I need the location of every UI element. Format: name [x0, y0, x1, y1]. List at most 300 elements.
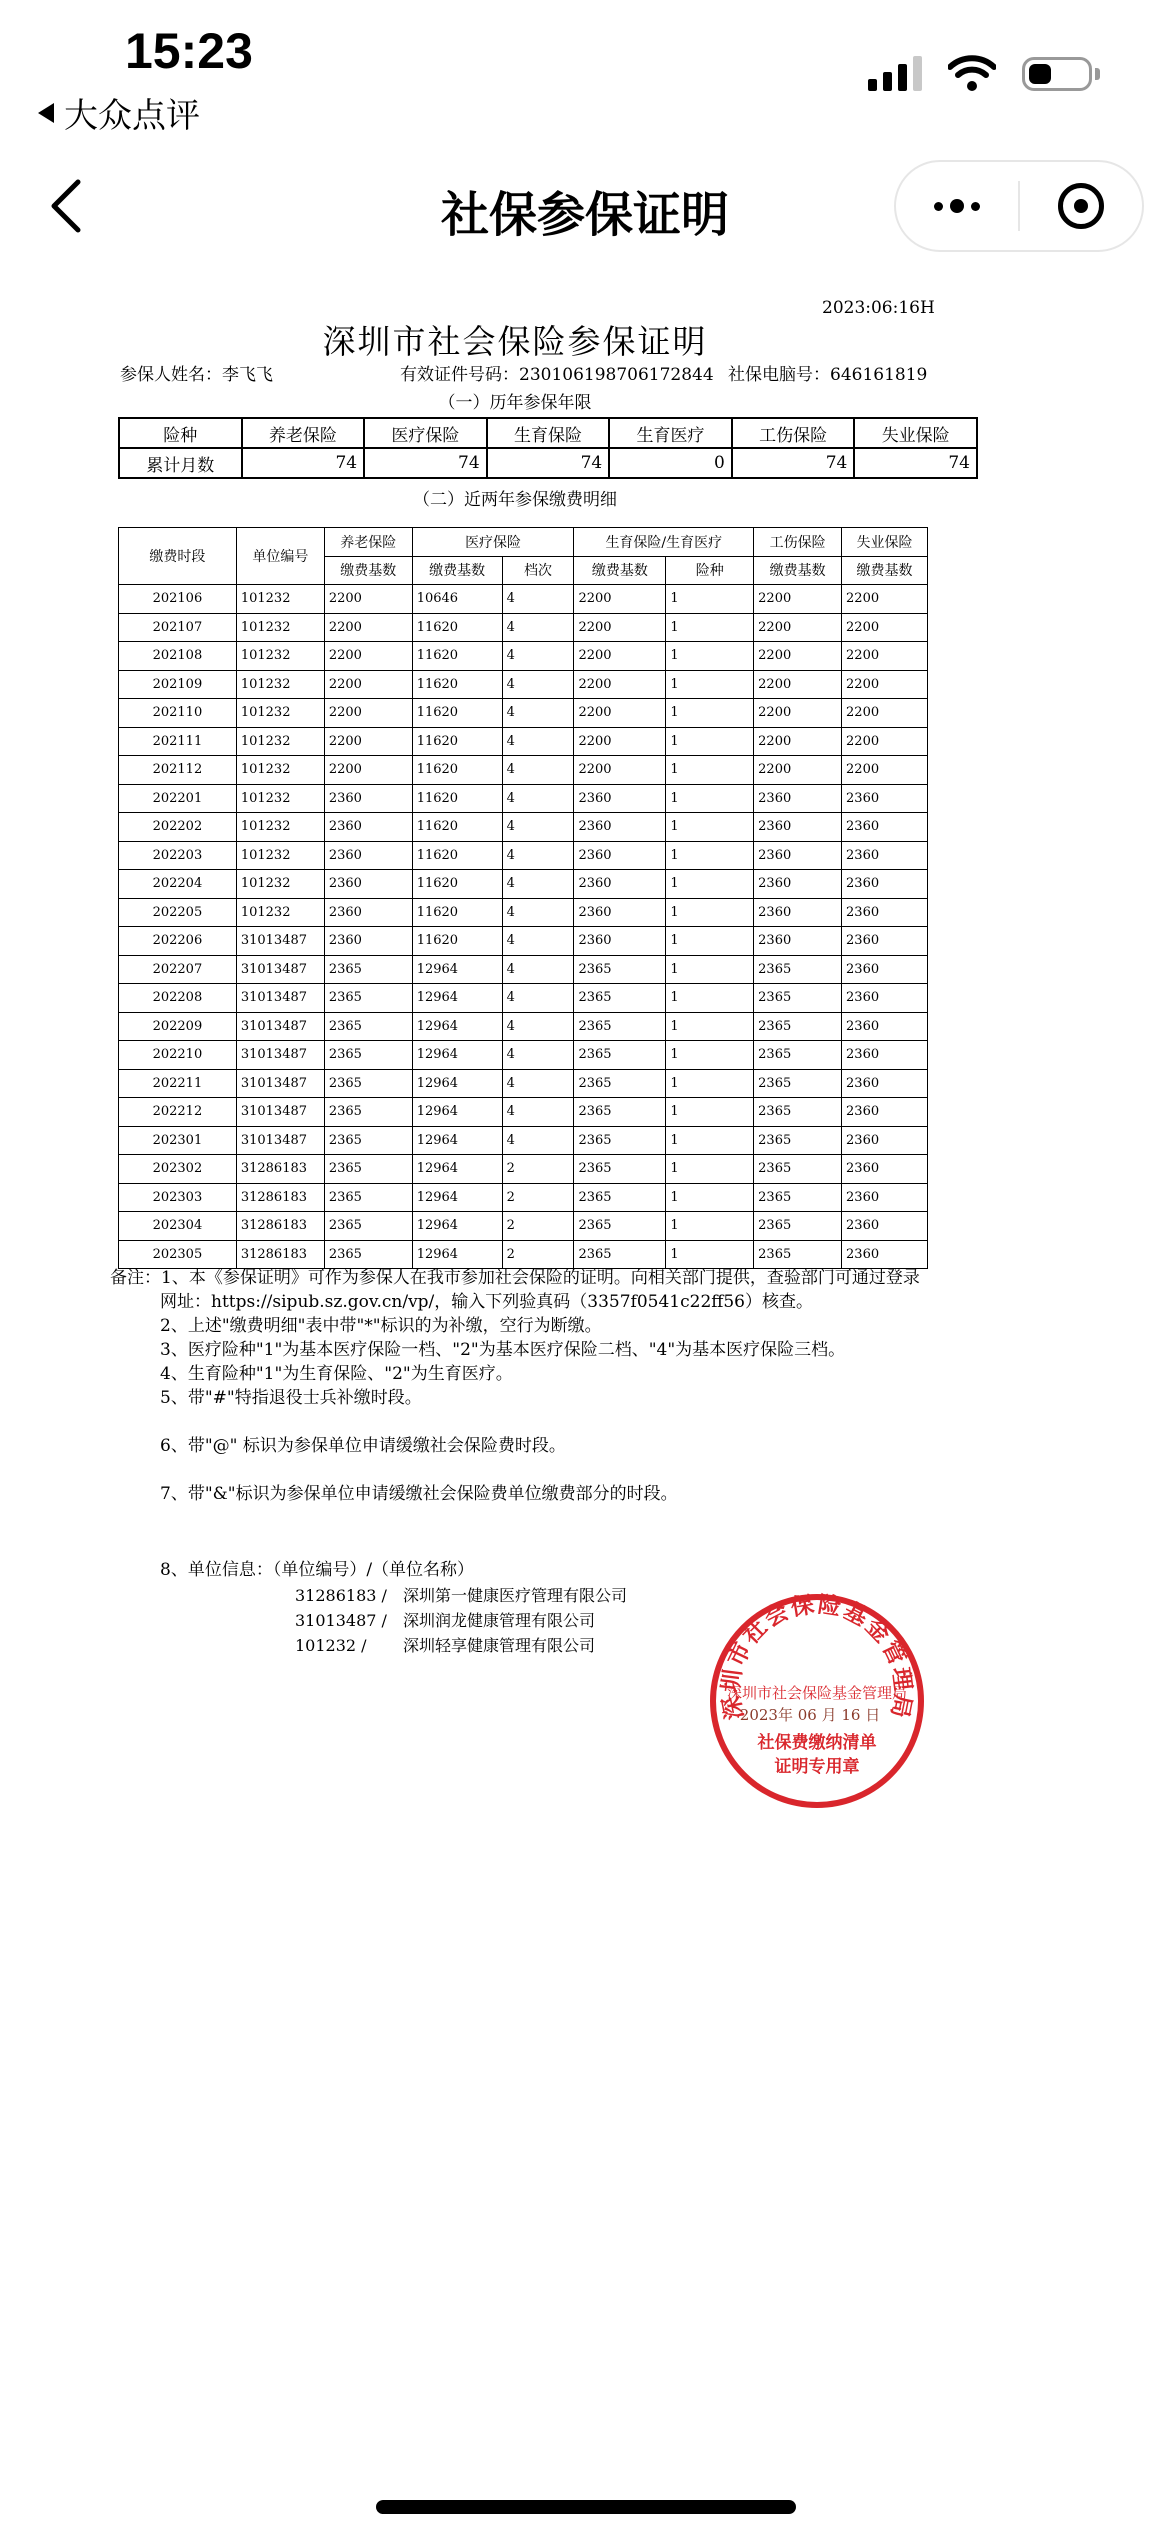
table-cell: 12964 — [412, 1155, 502, 1184]
summary-value: 74 — [732, 448, 855, 478]
table-row — [119, 1212, 928, 1241]
table-cell: 4 — [502, 1012, 574, 1041]
table-cell: 2200 — [842, 613, 928, 642]
table-cell: 2365 — [754, 1069, 842, 1098]
table-cell: 202303 — [119, 1183, 237, 1212]
table-cell: 1 — [666, 984, 754, 1013]
table-row — [119, 727, 928, 756]
battery-icon — [1022, 57, 1092, 91]
table-cell: 2360 — [574, 813, 666, 842]
table-cell: 2365 — [754, 1012, 842, 1041]
svg-text:社保费缴纳清单: 社保费缴纳清单 — [757, 1733, 877, 1753]
table-cell: 2200 — [324, 670, 412, 699]
table-cell: 202206 — [119, 927, 237, 956]
table-cell: 1 — [666, 927, 754, 956]
summary-value: 74 — [242, 448, 365, 478]
notes-section — [110, 1266, 920, 1506]
table-cell: 11620 — [412, 670, 502, 699]
table-cell: 2360 — [324, 927, 412, 956]
table-cell: 2360 — [842, 1240, 928, 1269]
table-cell: 2360 — [754, 813, 842, 842]
table-cell: 2360 — [842, 784, 928, 813]
table-cell: 12964 — [412, 1240, 502, 1269]
table-cell: 2200 — [574, 727, 666, 756]
table-cell: 31286183 — [236, 1212, 324, 1241]
table-cell: 31013487 — [236, 1041, 324, 1070]
table-cell: 1 — [666, 1183, 754, 1212]
table-cell: 2200 — [324, 727, 412, 756]
table-cell: 2365 — [324, 1098, 412, 1127]
svg-text:深圳市社会保险基金管理局: 深圳市社会保险基金管理局 — [718, 1591, 916, 1722]
table-row — [119, 784, 928, 813]
table-cell: 1 — [666, 1041, 754, 1070]
table-cell: 1 — [666, 727, 754, 756]
table-cell: 2360 — [324, 898, 412, 927]
table-cell: 202106 — [119, 585, 237, 614]
table-cell: 2365 — [754, 1098, 842, 1127]
table-cell: 4 — [502, 841, 574, 870]
table-cell: 12964 — [412, 1126, 502, 1155]
table-cell: 101232 — [236, 585, 324, 614]
unit-row: 31286183 / 深圳第一健康医疗管理有限公司 — [295, 1586, 628, 1605]
table-cell: 2365 — [754, 984, 842, 1013]
table-cell: 2365 — [324, 955, 412, 984]
table-cell: 2360 — [574, 841, 666, 870]
table-cell: 2365 — [754, 1126, 842, 1155]
table-cell: 2360 — [574, 898, 666, 927]
table-cell: 101232 — [236, 841, 324, 870]
back-app-label: 大众点评 — [64, 96, 200, 136]
table-cell: 202304 — [119, 1212, 237, 1241]
table-cell: 2365 — [574, 1041, 666, 1070]
summary-value: 74 — [854, 448, 977, 478]
table-cell: 1 — [666, 955, 754, 984]
wifi-icon — [948, 55, 996, 91]
note-line: 7、带"&"标识为参保单位申请缓缴社会保险费单位缴费部分的时段。 — [160, 1484, 678, 1504]
table-cell: 11620 — [412, 727, 502, 756]
table-cell: 202302 — [119, 1155, 237, 1184]
mini-program-capsule — [894, 160, 1144, 252]
table-row — [119, 984, 928, 1013]
table-cell: 202202 — [119, 813, 237, 842]
target-close-icon — [1058, 183, 1104, 229]
table-cell: 202201 — [119, 784, 237, 813]
table-cell: 1 — [666, 1212, 754, 1241]
table-cell: 12964 — [412, 984, 502, 1013]
table-row — [119, 813, 928, 842]
table-row — [119, 1126, 928, 1155]
table-cell: 101232 — [236, 898, 324, 927]
table-cell: 10646 — [412, 585, 502, 614]
table-cell: 2360 — [842, 870, 928, 899]
detail-subheader: 缴费基数 — [574, 556, 666, 585]
table-cell: 2200 — [754, 699, 842, 728]
summary-header: 养老保险 — [242, 418, 365, 448]
table-cell: 11620 — [412, 870, 502, 899]
detail-subheader: 档次 — [502, 556, 574, 585]
table-cell: 101232 — [236, 727, 324, 756]
table-row — [119, 699, 928, 728]
table-cell: 2360 — [842, 984, 928, 1013]
table-cell: 2360 — [754, 927, 842, 956]
table-cell: 31013487 — [236, 955, 324, 984]
cellular-signal-icon — [868, 55, 922, 91]
table-cell: 31013487 — [236, 1126, 324, 1155]
doc-date: 2023:06:16H — [822, 298, 935, 318]
table-cell: 202108 — [119, 642, 237, 671]
table-cell: 2200 — [574, 699, 666, 728]
close-mini-program-button[interactable] — [1020, 183, 1142, 229]
section-heading-detail: （二）近两年参保缴费明细 — [413, 490, 617, 510]
table-cell: 1 — [666, 756, 754, 785]
table-row — [119, 1240, 928, 1269]
table-cell: 1 — [666, 670, 754, 699]
table-row — [119, 642, 928, 671]
table-cell: 2200 — [754, 585, 842, 614]
table-cell: 2360 — [842, 841, 928, 870]
status-icons — [868, 55, 1100, 91]
table-cell: 4 — [502, 727, 574, 756]
table-cell: 31013487 — [236, 1012, 324, 1041]
table-cell: 1 — [666, 1098, 754, 1127]
table-cell: 2200 — [842, 727, 928, 756]
table-cell: 202210 — [119, 1041, 237, 1070]
table-cell: 4 — [502, 1126, 574, 1155]
table-cell: 2360 — [324, 870, 412, 899]
table-cell: 4 — [502, 927, 574, 956]
table-cell: 2200 — [754, 642, 842, 671]
table-cell: 2200 — [754, 727, 842, 756]
table-cell: 12964 — [412, 1212, 502, 1241]
detail-subheader: 缴费基数 — [842, 556, 928, 585]
table-cell: 2200 — [842, 642, 928, 671]
table-cell: 11620 — [412, 642, 502, 671]
table-cell: 202204 — [119, 870, 237, 899]
table-cell: 2200 — [324, 756, 412, 785]
table-cell: 2360 — [842, 813, 928, 842]
table-cell: 2360 — [324, 813, 412, 842]
detail-subheader: 缴费基数 — [754, 556, 842, 585]
summary-value: 74 — [364, 448, 487, 478]
detail-subheader: 缴费基数 — [324, 556, 412, 585]
table-cell: 4 — [502, 984, 574, 1013]
table-cell: 1 — [666, 870, 754, 899]
table-row — [119, 1155, 928, 1184]
doc-title: 深圳市社会保险参保证明 — [322, 322, 708, 361]
detail-header-medical: 医疗保险 — [412, 528, 574, 557]
table-cell: 31013487 — [236, 927, 324, 956]
table-cell: 1 — [666, 813, 754, 842]
table-cell: 2360 — [842, 927, 928, 956]
table-cell: 101232 — [236, 870, 324, 899]
table-cell: 2200 — [754, 613, 842, 642]
table-cell: 2365 — [324, 1183, 412, 1212]
table-row — [119, 670, 928, 699]
table-cell: 1 — [666, 1126, 754, 1155]
table-cell: 11620 — [412, 927, 502, 956]
table-cell: 2 — [502, 1183, 574, 1212]
table-cell: 2365 — [574, 955, 666, 984]
table-cell: 4 — [502, 642, 574, 671]
note-line: 2、上述"缴费明细"表中带"*"标识的为补缴，空行为断缴。 — [160, 1316, 602, 1336]
table-cell: 2365 — [754, 1240, 842, 1269]
table-cell: 2360 — [842, 1212, 928, 1241]
table-cell: 2360 — [754, 898, 842, 927]
table-cell: 2360 — [574, 870, 666, 899]
back-triangle-icon — [38, 103, 54, 123]
table-cell: 2365 — [574, 1212, 666, 1241]
table-cell: 11620 — [412, 841, 502, 870]
summary-header-row — [119, 418, 977, 448]
official-seal-stamp — [706, 1590, 928, 1812]
table-cell: 101232 — [236, 670, 324, 699]
home-indicator — [376, 2500, 796, 2514]
svg-text:深圳市社会保险基金管理局: 深圳市社会保险基金管理局 — [726, 1684, 908, 1702]
table-cell: 2 — [502, 1155, 574, 1184]
note-line: 5、带"#"特指退役士兵补缴时段。 — [160, 1388, 422, 1408]
summary-header: 险种 — [119, 418, 242, 448]
table-cell: 11620 — [412, 756, 502, 785]
table-cell: 31286183 — [236, 1240, 324, 1269]
table-cell: 2365 — [754, 1041, 842, 1070]
id-number: 有效证件号码：230106198706172844 — [400, 365, 714, 385]
table-row — [119, 955, 928, 984]
table-cell: 2200 — [574, 670, 666, 699]
table-cell: 2360 — [574, 784, 666, 813]
table-cell: 2200 — [754, 670, 842, 699]
table-row — [119, 870, 928, 899]
table-cell: 2360 — [842, 1098, 928, 1127]
table-cell: 4 — [502, 756, 574, 785]
table-row — [119, 585, 928, 614]
table-cell: 11620 — [412, 784, 502, 813]
back-to-app-link[interactable] — [38, 88, 200, 137]
table-cell: 1 — [666, 699, 754, 728]
detail-header-period: 缴费时段 — [119, 528, 237, 585]
table-row — [119, 898, 928, 927]
social-security-number: 社保电脑号：646161819 — [728, 365, 928, 385]
note-line: 4、生育险种"1"为生育保险、"2"为生育医疗。 — [160, 1364, 513, 1384]
unit-row: 31013487 / 深圳润龙健康管理有限公司 — [295, 1611, 596, 1630]
table-cell: 2200 — [324, 585, 412, 614]
table-cell: 11620 — [412, 813, 502, 842]
table-row — [119, 756, 928, 785]
table-cell: 2200 — [574, 756, 666, 785]
detail-header-unemployment: 失业保险 — [842, 528, 928, 557]
table-row — [119, 1012, 928, 1041]
table-cell: 2360 — [842, 1012, 928, 1041]
table-cell: 202207 — [119, 955, 237, 984]
table-cell: 2365 — [574, 1098, 666, 1127]
table-cell: 2360 — [842, 1183, 928, 1212]
note-line: 网址：https://sipub.sz.gov.cn/vp/，输入下列验真码（3357f0541c22ff56）核查。 — [160, 1292, 813, 1312]
table-cell: 31013487 — [236, 1098, 324, 1127]
table-cell: 2365 — [324, 1155, 412, 1184]
detail-subheader: 险种 — [666, 556, 754, 585]
table-cell: 101232 — [236, 613, 324, 642]
table-cell: 1 — [666, 1155, 754, 1184]
more-button[interactable] — [896, 199, 1018, 213]
table-cell: 202110 — [119, 699, 237, 728]
table-cell: 11620 — [412, 613, 502, 642]
table-cell: 101232 — [236, 699, 324, 728]
table-cell: 4 — [502, 898, 574, 927]
table-row — [119, 1183, 928, 1212]
table-cell: 2365 — [754, 1183, 842, 1212]
table-cell: 1 — [666, 784, 754, 813]
table-cell: 202109 — [119, 670, 237, 699]
summary-header: 医疗保险 — [364, 418, 487, 448]
table-cell: 12964 — [412, 1183, 502, 1212]
svg-text:证明专用章: 证明专用章 — [774, 1757, 860, 1777]
table-row — [119, 1041, 928, 1070]
table-cell: 1 — [666, 841, 754, 870]
table-cell: 2365 — [324, 1041, 412, 1070]
note-line: 备注：1、本《参保证明》可作为参保人在我市参加社会保险的证明。向相关部门提供，查验部门可通过登录 — [110, 1268, 920, 1288]
table-cell: 2365 — [754, 1212, 842, 1241]
table-cell: 2365 — [754, 955, 842, 984]
table-cell: 4 — [502, 585, 574, 614]
table-cell: 2200 — [754, 756, 842, 785]
table-cell: 31013487 — [236, 984, 324, 1013]
table-cell: 4 — [502, 813, 574, 842]
table-cell: 1 — [666, 1069, 754, 1098]
summary-header: 工伤保险 — [732, 418, 855, 448]
table-cell: 2365 — [324, 1069, 412, 1098]
table-cell: 2200 — [574, 585, 666, 614]
table-cell: 4 — [502, 1098, 574, 1127]
table-row — [119, 927, 928, 956]
table-cell: 2200 — [574, 642, 666, 671]
table-cell: 4 — [502, 955, 574, 984]
table-row — [119, 613, 928, 642]
table-cell: 1 — [666, 613, 754, 642]
payment-detail-table — [118, 527, 928, 1269]
table-cell: 2365 — [574, 1126, 666, 1155]
table-cell: 12964 — [412, 955, 502, 984]
table-cell: 2365 — [574, 1183, 666, 1212]
unit-info — [160, 1558, 627, 1658]
table-cell: 2365 — [574, 1240, 666, 1269]
status-time: 15:23 — [125, 23, 253, 79]
table-cell: 1 — [666, 585, 754, 614]
summary-header: 生育保险 — [487, 418, 610, 448]
table-cell: 2360 — [842, 1041, 928, 1070]
detail-subheader: 缴费基数 — [412, 556, 502, 585]
table-cell: 12964 — [412, 1069, 502, 1098]
detail-header-unit: 单位编号 — [236, 528, 324, 585]
table-cell: 2365 — [574, 984, 666, 1013]
table-cell: 2360 — [754, 841, 842, 870]
table-cell: 4 — [502, 1041, 574, 1070]
table-cell: 31286183 — [236, 1183, 324, 1212]
table-cell: 101232 — [236, 642, 324, 671]
table-cell: 1 — [666, 1012, 754, 1041]
table-cell: 2365 — [324, 1212, 412, 1241]
table-cell: 2200 — [842, 585, 928, 614]
table-cell: 2365 — [324, 984, 412, 1013]
table-cell: 2360 — [842, 955, 928, 984]
table-cell: 101232 — [236, 784, 324, 813]
table-cell: 31286183 — [236, 1155, 324, 1184]
table-cell: 4 — [502, 699, 574, 728]
detail-header-pension: 养老保险 — [324, 528, 412, 557]
table-cell: 2360 — [574, 927, 666, 956]
unit-info-header: 8、单位信息：（单位编号）/（单位名称） — [160, 1560, 475, 1580]
table-cell: 202111 — [119, 727, 237, 756]
table-cell: 2360 — [754, 784, 842, 813]
table-row — [119, 841, 928, 870]
table-cell: 2200 — [574, 613, 666, 642]
table-cell: 101232 — [236, 756, 324, 785]
table-cell: 202211 — [119, 1069, 237, 1098]
table-cell: 2200 — [842, 670, 928, 699]
summary-table — [118, 417, 978, 479]
note-line: 6、带"@" 标识为参保单位申请缓缴社会保险费时段。 — [160, 1436, 566, 1456]
summary-header: 生育医疗 — [609, 418, 732, 448]
summary-header: 失业保险 — [854, 418, 977, 448]
table-cell: 4 — [502, 670, 574, 699]
table-cell: 2 — [502, 1240, 574, 1269]
table-cell: 1 — [666, 642, 754, 671]
table-cell: 202305 — [119, 1240, 237, 1269]
table-cell: 1 — [666, 1240, 754, 1269]
table-cell: 202208 — [119, 984, 237, 1013]
table-cell: 101232 — [236, 813, 324, 842]
table-cell: 11620 — [412, 699, 502, 728]
detail-header-injury: 工伤保险 — [754, 528, 842, 557]
table-cell: 2360 — [842, 1155, 928, 1184]
insured-name: 参保人姓名：李飞飞 — [120, 365, 273, 385]
table-cell: 202107 — [119, 613, 237, 642]
table-cell: 2365 — [574, 1012, 666, 1041]
more-dots-icon — [934, 199, 980, 213]
table-cell: 4 — [502, 1069, 574, 1098]
page-title: 社保参保证明 — [440, 187, 729, 243]
table-row — [119, 1098, 928, 1127]
table-cell: 4 — [502, 870, 574, 899]
table-cell: 12964 — [412, 1012, 502, 1041]
table-cell: 202212 — [119, 1098, 237, 1127]
table-cell: 2360 — [842, 1126, 928, 1155]
table-cell: 2360 — [754, 870, 842, 899]
table-cell: 2 — [502, 1212, 574, 1241]
table-cell: 2365 — [324, 1240, 412, 1269]
table-cell: 202209 — [119, 1012, 237, 1041]
table-cell: 202203 — [119, 841, 237, 870]
table-cell: 2365 — [574, 1155, 666, 1184]
summary-row-label: 累计月数 — [119, 448, 242, 478]
table-cell: 4 — [502, 784, 574, 813]
summary-value: 74 — [487, 448, 610, 478]
table-cell: 11620 — [412, 898, 502, 927]
table-cell: 31013487 — [236, 1069, 324, 1098]
table-cell: 2360 — [324, 841, 412, 870]
table-cell: 4 — [502, 613, 574, 642]
svg-text:2023年 06 月 16 日: 2023年 06 月 16 日 — [739, 1706, 881, 1724]
table-cell: 2360 — [324, 784, 412, 813]
table-cell: 2200 — [324, 699, 412, 728]
detail-header-maternity: 生育保险/生育医疗 — [574, 528, 754, 557]
unit-row: 101232 / 深圳轻享健康管理有限公司 — [295, 1636, 596, 1655]
table-cell: 2365 — [324, 1012, 412, 1041]
table-cell: 1 — [666, 898, 754, 927]
table-cell: 202205 — [119, 898, 237, 927]
table-cell: 2365 — [574, 1069, 666, 1098]
table-cell: 202301 — [119, 1126, 237, 1155]
table-cell: 2365 — [324, 1126, 412, 1155]
table-row — [119, 1069, 928, 1098]
